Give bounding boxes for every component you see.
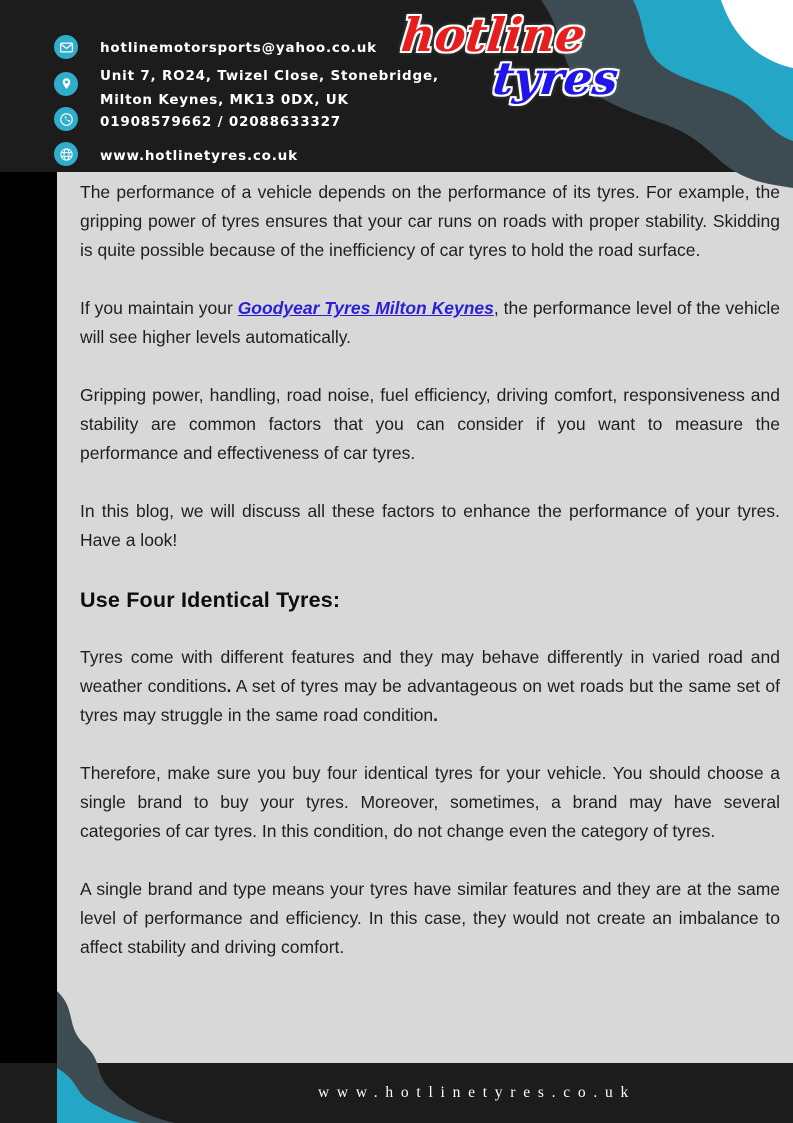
paragraph xyxy=(80,381,780,468)
goodyear-tyres-milton-keynes-link[interactable]: Goodyear Tyres Milton Keynes xyxy=(237,298,494,318)
left-margin-strip xyxy=(0,172,57,1123)
hotline-tyres-logo xyxy=(385,6,659,136)
email-icon xyxy=(54,35,78,59)
paragraph xyxy=(80,178,780,265)
text-segment: Tyres come with different features and they may behave differently in varied road and weather conditions xyxy=(80,647,780,696)
text-segment: , the performance level of the vehicle will see higher levels automatically. xyxy=(80,298,781,347)
paragraph xyxy=(80,643,780,730)
logo-word-tyres: tyres xyxy=(490,52,621,105)
location-icon xyxy=(54,72,78,96)
section-heading xyxy=(80,585,780,615)
text-segment: Use Four Identical Tyres: xyxy=(80,588,341,612)
text-segment: The performance of a vehicle depends on the performance of its tyres. For example, the gripping power of tyres ensures that your car runs on roads with proper stability. Skidding is quite possible because of the inefficiency of car tyres to hold the road surface. xyxy=(80,182,780,260)
footer-website-url: www.hotlinetyres.co.uk xyxy=(317,1084,636,1101)
bold-text-segment: . xyxy=(433,705,438,725)
text-segment: In this blog, we will discuss all these factors to enhance the performance of your tyres. Have a look! xyxy=(80,501,780,550)
contact-website: www.hotlinetyres.co.uk xyxy=(100,148,298,164)
globe-icon xyxy=(54,142,78,166)
contact-address-line2: Milton Keynes, MK13 0DX, UK xyxy=(100,92,349,108)
text-segment: Therefore, make sure you buy four identical tyres for your vehicle. You should choose a single brand to buy your tyres. Moreover, sometimes, a brand may have several categories of car tyres. In this condition, do not change even the category of tyres. xyxy=(80,763,780,841)
text-segment: A single brand and type means your tyres have similar features and they are at the same level of performance and efficiency. In this case, they would not create an imbalance to affect stability and driving comfort. xyxy=(80,879,780,957)
article xyxy=(80,178,780,991)
text-segment: A set of tyres may be advantageous on wet roads but the same set of tyres may struggle in the same road condition xyxy=(80,676,780,725)
contact-address-line1: Unit 7, RO24, Twizel Close, Stonebridge, xyxy=(100,68,439,84)
text-segment: If you maintain your xyxy=(80,298,238,318)
header-contacts xyxy=(0,0,439,172)
paragraph xyxy=(80,497,780,555)
paragraph xyxy=(80,875,780,962)
bold-text-segment: . xyxy=(226,676,232,696)
paragraph xyxy=(80,294,780,352)
paragraph xyxy=(80,759,780,846)
contact-email: hotlinemotorsports@yahoo.co.uk xyxy=(100,40,377,56)
contact-phone: 01908579662 / 02088633327 xyxy=(100,114,341,130)
logo-word-hotline: hotline xyxy=(398,8,588,62)
phone-icon xyxy=(54,107,78,131)
text-segment: Gripping power, handling, road noise, fuel efficiency, driving comfort, responsiveness and stability are common factors that you can consider if you want to measure the performance and effectiveness of car tyres. xyxy=(80,385,780,463)
